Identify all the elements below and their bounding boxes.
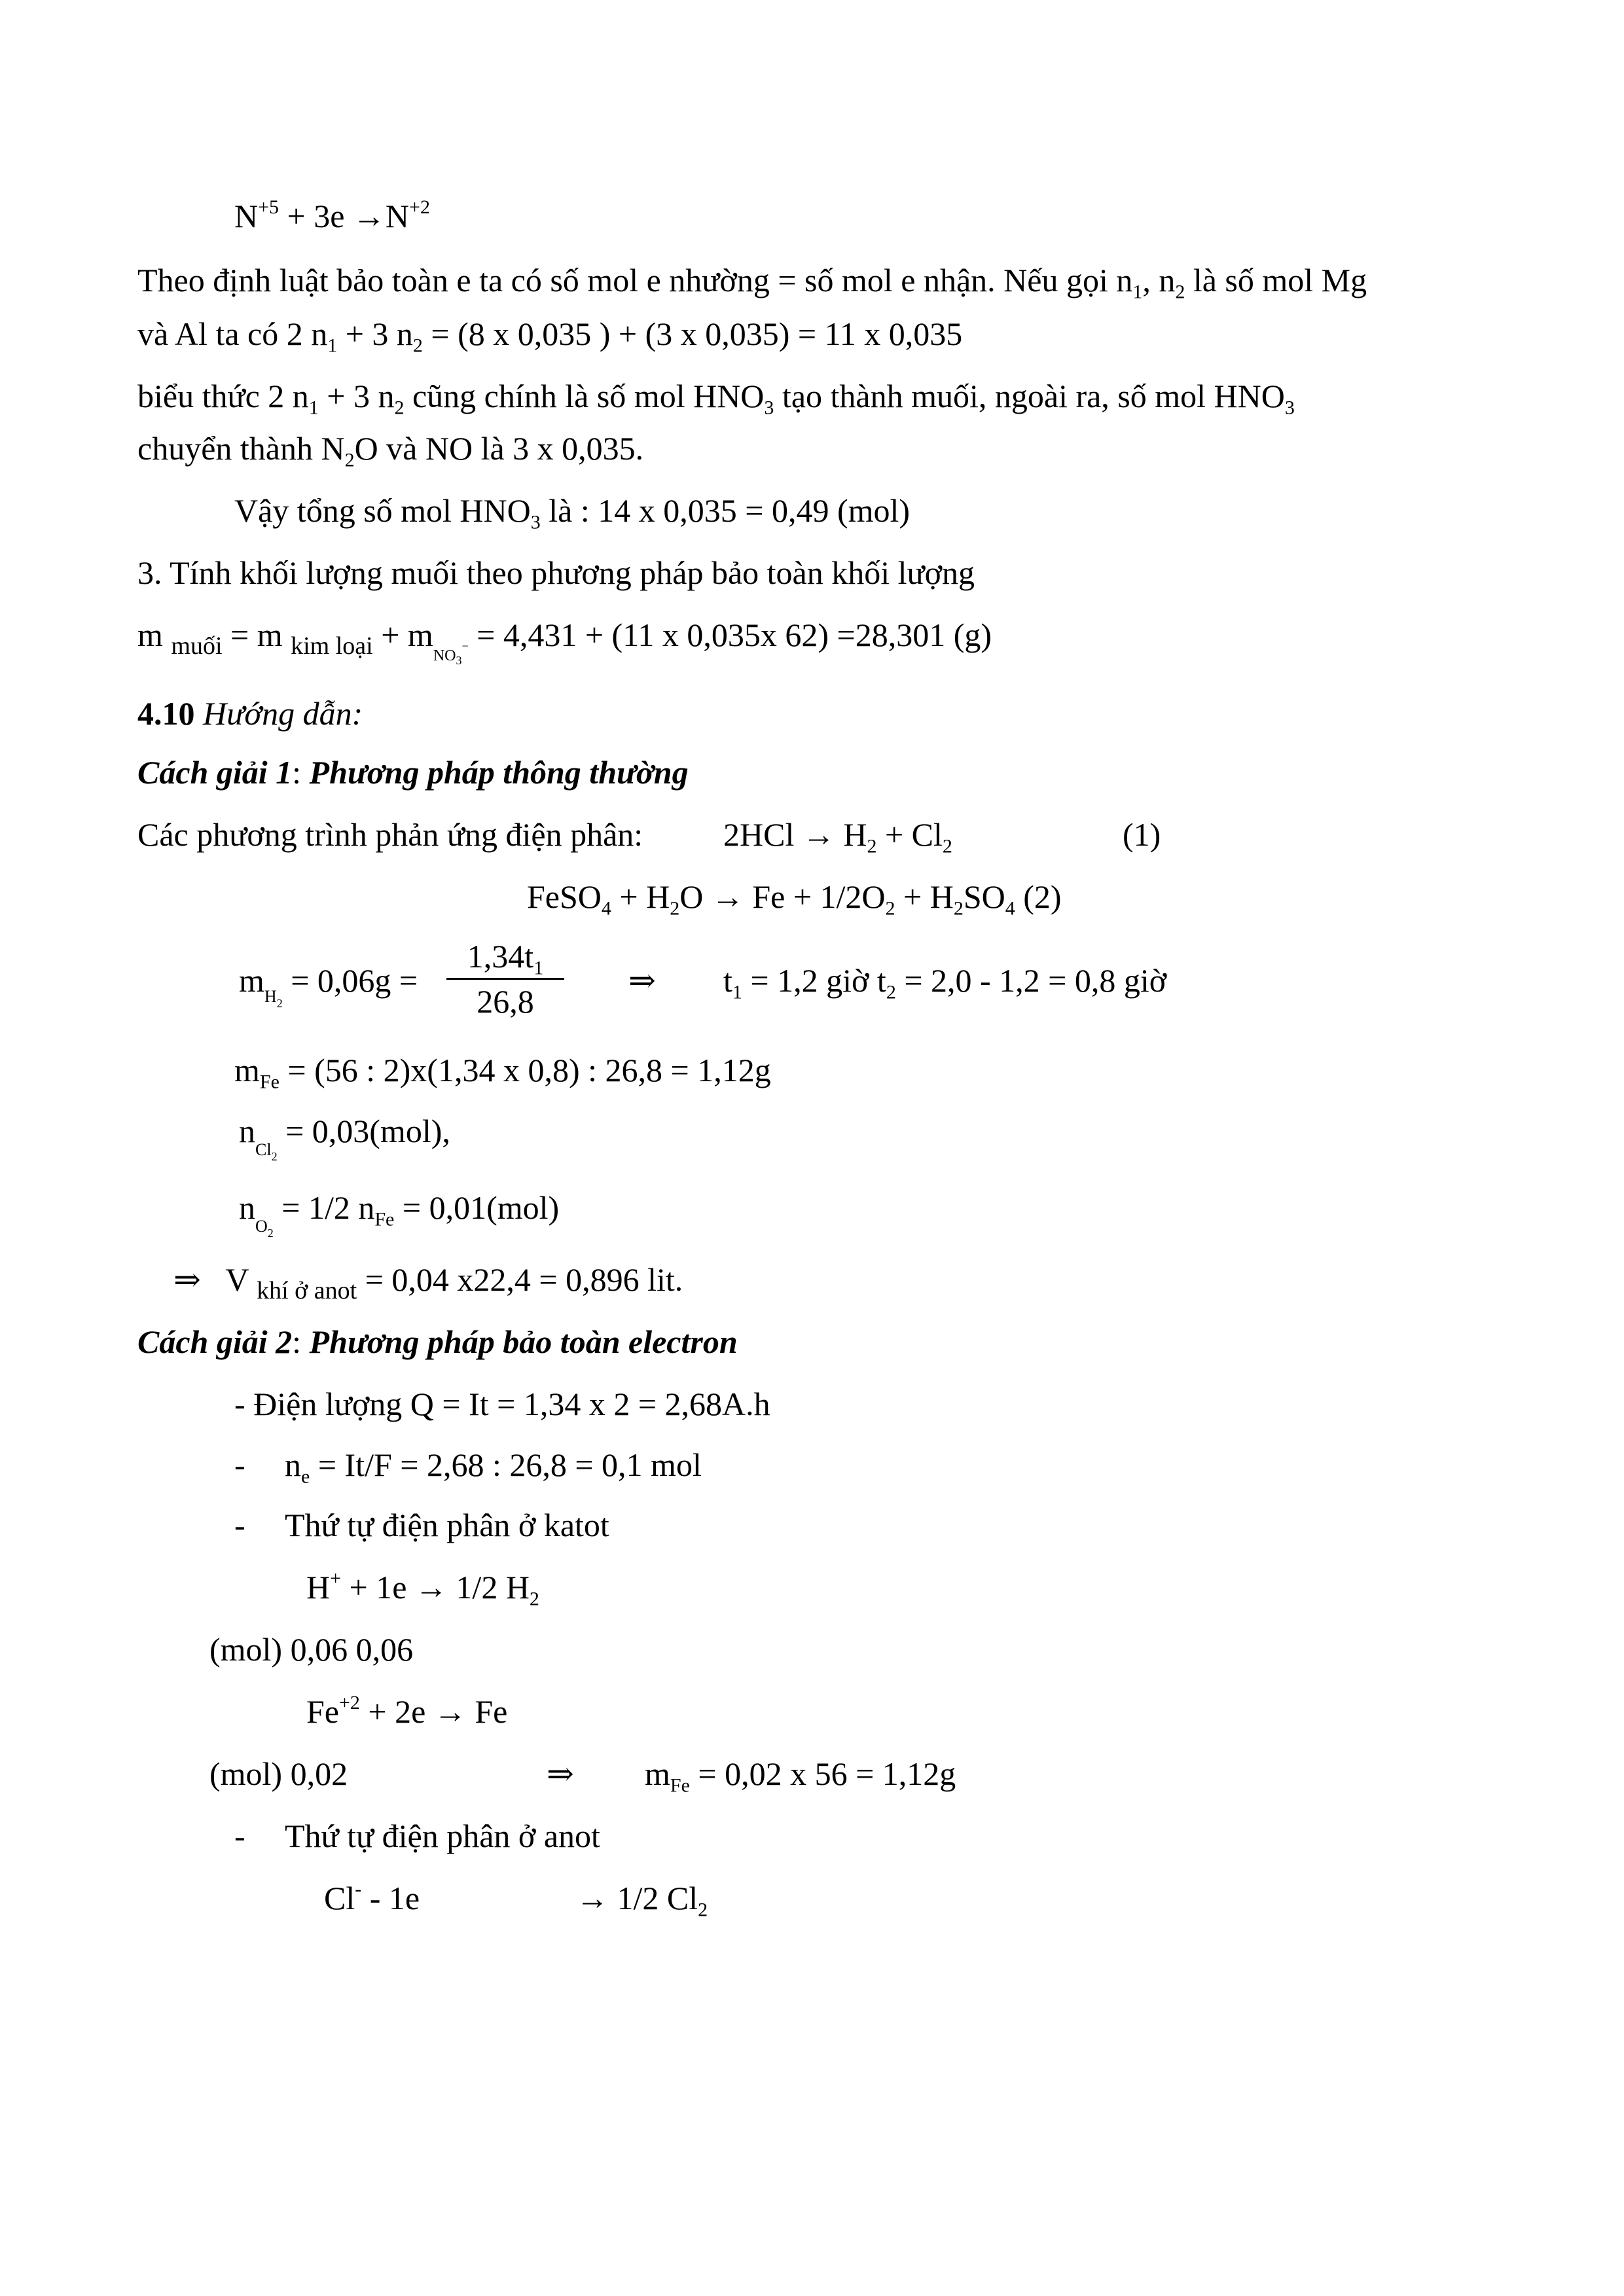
implies-arrow: ⇒: [628, 962, 656, 999]
list-item: -: [234, 1507, 245, 1543]
paragraph-line: Vậy tổng số mol $HNO_3$ là : 14 x 0,035 = 0,49 (mol): [234, 492, 911, 533]
equation-n5-to-n2: $N^{+5} + 3e \to N^{+2}$: [234, 196, 430, 234]
mol-line: (mol) 0,02: [209, 1755, 348, 1792]
equation-gas-volume: ⇒ V $_{khí ở anot}$ = 0,04 x22,4 = 0,896 lit.: [173, 1261, 683, 1304]
implies-arrow: ⇒: [547, 1755, 574, 1792]
reaction-2: FeSO$_4$ + $H_2O \to Fe + 1/2O_2 + H_2SO_4$ (2): [527, 878, 1062, 920]
paragraph-line: biểu thức 2 $n_1 + 3$ $n_2$ cũng chính là số mol $HNO_3$ tạo thành muối, ngoài ra, số mol $HNO_3$: [137, 378, 1295, 419]
fraction: $1,34t_1$ 26,8: [446, 940, 564, 1018]
method-heading-1: Cách giải 1: Phương pháp thông thường: [137, 754, 689, 791]
formula-salt-mass: m $_{muối}$ = m $_{kim loại} + m_{NO3}- = 4,431 + (11$ x 0,035x 62) =28,301 (g): [137, 617, 992, 667]
half-reaction-cl-product: → 1/2 $Cl_2$: [576, 1880, 708, 1921]
paragraph-line: chuyển thành $N_2O$ và NO là 3 x 0,035.: [137, 430, 644, 471]
list-item: -: [234, 1446, 245, 1483]
section-heading: 3. Tính khối lượng muối theo phương pháp bảo toàn khối lượng: [137, 554, 975, 591]
half-reaction-h: H+ + 1e → 1/2 $H_2$: [306, 1568, 539, 1610]
list-item: -: [234, 1818, 245, 1854]
method-heading-2: Cách giải 2: Phương pháp bảo toàn electron: [137, 1323, 738, 1360]
problem-heading: 4.10 Hướng dẫn:: [137, 695, 363, 732]
reaction-1: Các phương trình phản ứng điện phân:: [137, 816, 643, 853]
half-reaction-fe: $Fe^{+2} + 2e \to Fe$: [306, 1692, 508, 1730]
equation-no2: $n_{O2} = 1/2$ $n_{Fe} = 0,01(mol)$: [239, 1189, 560, 1240]
mol-line: (mol) 0,06 0,06: [209, 1631, 414, 1668]
equation-mfe-2: $m_{Fe} = 0,02$ x 56 = 1,12g: [645, 1755, 956, 1797]
half-reaction-cl: Cl- - 1e: [324, 1878, 420, 1916]
list-item: - Điện lượng Q = It = 1,34 x 2 = 2,68A.h: [234, 1386, 770, 1422]
equation-ncl2: $n_{Cl2} = 0,03(mol)$,: [239, 1113, 450, 1163]
list-item-text: Thứ tự điện phân ở anot: [285, 1818, 600, 1854]
reaction-1-equation: $2HCl \to H_2 + Cl_2$: [723, 816, 952, 857]
list-item-text: Thứ tự điện phân ở katot: [285, 1507, 609, 1543]
reaction-1-number: (1): [1123, 816, 1161, 853]
paragraph-line: và Al ta có 2 $n_1 + 3$ $n_2 = (8$ x 0,035 ) + (3 x 0,035) = 11 x 0,035: [137, 315, 963, 357]
equation-mfe: $m_{Fe} = (56$ : 2)x(1,34 x 0,8) : 26,8 = 1,12g: [234, 1052, 771, 1093]
list-item-text: $n_e = It/F = 2,68$ : 26,8 = 0,1 mol: [285, 1446, 702, 1488]
paragraph-line: Theo định luật bảo toàn e ta có số mol e nhường = số mol e nhận. Nếu gọi $n_1$, $n_2$ là số mol Mg: [137, 262, 1367, 303]
